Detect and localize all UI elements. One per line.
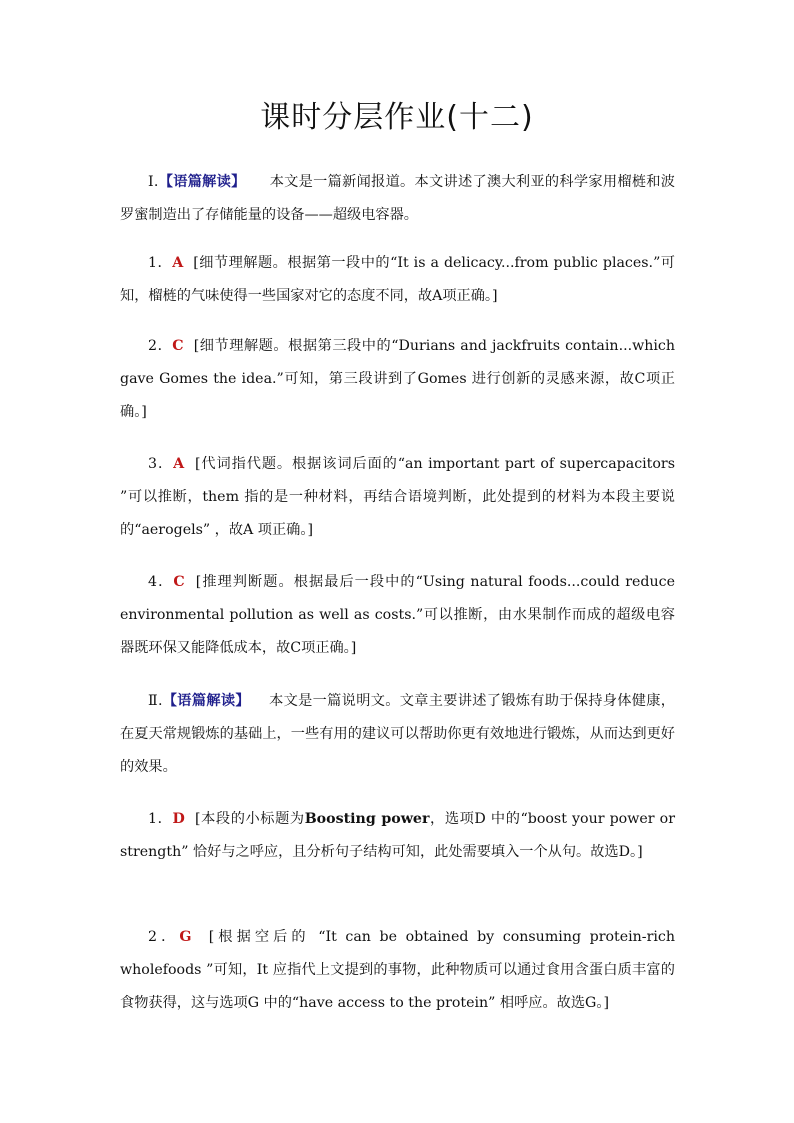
subheading-term: Boosting power <box>304 811 430 827</box>
item-explanation-prefix: [本段的小标题为 <box>194 811 305 827</box>
item-number: 2． <box>148 929 180 945</box>
item-number: 2． <box>148 338 173 354</box>
answer-item <box>120 330 675 429</box>
page-title: 课时分层作业(十二) <box>260 100 534 135</box>
section-numeral: Ⅰ. <box>148 174 159 190</box>
item-explanation: ，选项D 中的“boost your power or strength” 恰好与之呼应，且分析句子结构可知，此处需要填入一个从句。故选D。] <box>120 811 675 860</box>
answer-letter: A <box>172 255 184 271</box>
answer-item <box>120 921 675 1020</box>
answer-letter: C <box>173 574 185 590</box>
section-numeral: Ⅱ. <box>148 693 163 709</box>
answer-item <box>120 247 675 313</box>
answer-letter: D <box>172 811 185 827</box>
item-number: 1． <box>148 255 173 271</box>
item-number: 3． <box>148 456 174 472</box>
section-2-intro <box>120 685 675 784</box>
answer-item <box>120 803 675 869</box>
item-number: 1． <box>148 811 173 827</box>
item-number: 4． <box>148 574 174 590</box>
section-summary: 本文是一篇说明文。文章主要讲述了锻炼有助于保持身体健康，在夏天常规锻炼的基础上，一些有用的建议可以帮助你更有效地进行锻炼，从而达到更好的效果。 <box>120 693 675 775</box>
answer-item <box>120 448 675 547</box>
item-explanation: [细节理解题。根据第三段中的“Durians and jackfruits contain...which gave Gomes the idea.”可知，第三段讲到了Gomes 进行创新的灵感来源，故C项正确。] <box>120 338 675 420</box>
section-tag: 【语篇解读】 <box>162 693 250 709</box>
section-summary: 本文是一篇新闻报道。本文讲述了澳大利亚的科学家用榴梿和波罗蜜制造出了存储能量的设备——超级电容器。 <box>120 174 675 223</box>
answer-item <box>120 566 675 665</box>
section-tag: 【语篇解读】 <box>158 174 246 190</box>
item-explanation: [细节理解题。根据第一段中的“It is a delicacy...from public places.”可知，榴梿的气味使得一些国家对它的态度不同，故A项正确。] <box>120 255 675 304</box>
item-explanation: [根据空后的 “It can be obtained by consuming protein-rich wholefoods ”可知，It 应指代上文提到的事物，此种物质可以通过食用含蛋白质丰富的食物获得，这与选项G 中的“have access to the protein” 相呼应。故选G。] <box>120 929 675 1011</box>
section-1-intro <box>120 166 675 232</box>
answer-letter: A <box>173 456 185 472</box>
answer-letter: G <box>179 929 192 945</box>
answer-letter: C <box>172 338 184 354</box>
item-explanation: [代词指代题。根据该词后面的“an important part of supercapacitors ”可以推断，them 指的是一种材料，再结合语境判断，此处提到的材料为本段主要说的“aerogels” ，故A 项正确。] <box>120 456 675 538</box>
item-explanation: [推理判断题。根据最后一段中的“Using natural foods...could reduce environmental pollution as well as costs.”可以推断，由水果制作而成的超级电容器既环保又能降低成本，故C项正确。] <box>120 574 675 656</box>
